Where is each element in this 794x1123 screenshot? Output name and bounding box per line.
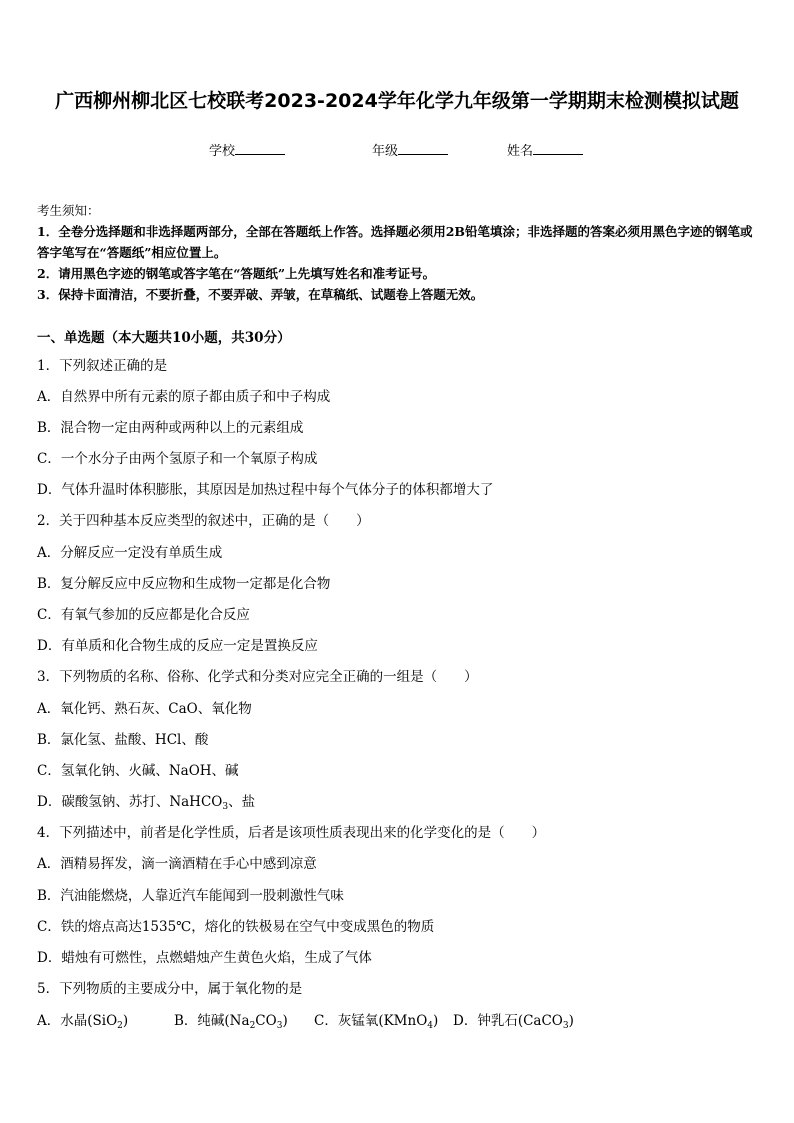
- question-3-option-b: B．氯化氢、盐酸、HCl、酸: [37, 732, 209, 748]
- section-heading: 一、单选题（本大题共10小题，共30分）: [37, 330, 291, 346]
- question-2-option-c: C．有氧气参加的反应都是化合反应: [37, 607, 250, 623]
- question-4-option-a: A．酒精易挥发，滴一滴酒精在手心中感到凉意: [37, 856, 317, 872]
- question-5-option-b-subscript-1: 2: [249, 1021, 256, 1031]
- grade-label: 年级: [372, 144, 399, 159]
- question-1-option-a: A．自然界中所有元素的原子都由质子和中子构成: [37, 389, 331, 405]
- name-field: [507, 140, 583, 159]
- question-4-option-c: C．铁的熔点高达1535℃，熔化的铁极易在空气中变成黑色的物质: [37, 919, 435, 935]
- question-3-stem: 3．下列物质的名称、俗称、化学式和分类对应完全正确的一组是（ ）: [37, 669, 478, 685]
- question-5-option-a-suffix: ): [122, 1013, 129, 1029]
- question-4-option-d: D．蜡烛有可燃性，点燃蜡烛产生黄色火焰，生成了气体: [37, 950, 372, 966]
- question-1-option-d: D．气体升温时体积膨胀，其原因是加热过程中每个气体分子的体积都增大了: [37, 482, 494, 498]
- notice-item-3: 3．保持卡面清洁，不要折叠，不要弄破、弄皱，在草稿纸、试题卷上答题无效。: [37, 287, 484, 302]
- question-5-option-d-suffix: ): [568, 1013, 574, 1029]
- question-5-option-d: [453, 1009, 574, 1031]
- question-5-option-b-mid: CO: [255, 1013, 277, 1029]
- question-5-option-b: [174, 1009, 288, 1031]
- school-label: 学校: [209, 144, 236, 159]
- page-title: 广西柳州柳北区七校联考2023-2024学年化学九年级第一学期期末检测模拟试题: [55, 90, 739, 112]
- question-3-option-d: [37, 790, 255, 812]
- question-5-option-a-subscript: 2: [117, 1021, 123, 1031]
- question-5-option-a: [37, 1009, 128, 1031]
- question-1-option-c: C．一个水分子由两个氢原子和一个氧原子构成: [37, 451, 318, 467]
- notice-item-1: 1．全卷分选择题和非选择题两部分，全部在答题纸上作答。选择题必须用2B铅笔填涂；非选择题的答案必须用黑色字迹的钢笔或答字笔写在“答题纸”相应位置上。: [37, 224, 753, 260]
- question-1-option-b: B．混合物一定由两种或两种以上的元素组成: [37, 420, 304, 436]
- question-5-option-c: [314, 1009, 438, 1031]
- question-5-option-a-text: A．水晶(SiO: [37, 1013, 118, 1029]
- question-2-stem: 2．关于四种基本反应类型的叙述中，正确的是（ ）: [37, 513, 370, 529]
- notice-heading: 考生须知：: [37, 203, 100, 218]
- question-5-option-d-subscript: 3: [562, 1021, 569, 1031]
- question-3-option-d-subscript: 3: [222, 802, 229, 812]
- question-2-option-b: B．复分解反应中反应物和生成物一定都是化合物: [37, 576, 331, 592]
- exam-notice: [37, 200, 761, 305]
- question-5-option-b-subscript-2: 3: [276, 1021, 283, 1031]
- notice-item-2: 2．请用黑色字迹的钢笔或答字笔在“答题纸”上先填写姓名和准考证号。: [37, 266, 436, 281]
- question-2-option-d: D．有单质和化合物生成的反应一定是置换反应: [37, 638, 318, 654]
- question-3-option-d-suffix: 、盐: [228, 794, 256, 810]
- question-5-option-b-text: B．纯碱(Na: [174, 1013, 250, 1029]
- question-5-option-c-subscript: 4: [427, 1021, 434, 1031]
- question-5-stem: 5．下列物质的主要成分中，属于氧化物的是: [37, 981, 303, 997]
- question-5-option-c-text: C．灰锰氧(KMnO: [314, 1013, 428, 1029]
- question-3-option-d-text: D．碳酸氢钠、苏打、NaHCO: [37, 794, 223, 810]
- question-5-option-b-suffix: ): [282, 1013, 288, 1029]
- school-blank: [235, 142, 285, 155]
- name-blank: [533, 142, 583, 155]
- question-4-stem: 4．下列描述中，前者是化学性质，后者是该项性质表现出来的化学变化的是（ ）: [37, 825, 546, 841]
- question-3-option-c: C．氢氧化钠、火碱、NaOH、碱: [37, 763, 239, 779]
- grade-blank: [398, 142, 448, 155]
- name-label: 姓名: [507, 144, 534, 159]
- question-5-option-d-text: D．钟乳石(CaCO: [453, 1013, 563, 1029]
- school-field: [209, 140, 285, 159]
- question-1-stem: 1．下列叙述正确的是: [37, 358, 168, 374]
- question-2-option-a: A．分解反应一定没有单质生成: [37, 545, 223, 561]
- grade-field: [372, 140, 448, 159]
- question-4-option-b: B．汽油能燃烧，人靠近汽车能闻到一股刺激性气味: [37, 888, 344, 904]
- question-3-option-a: A．氧化钙、熟石灰、CaO、氧化物: [37, 701, 252, 717]
- question-5-option-c-suffix: ): [433, 1013, 439, 1029]
